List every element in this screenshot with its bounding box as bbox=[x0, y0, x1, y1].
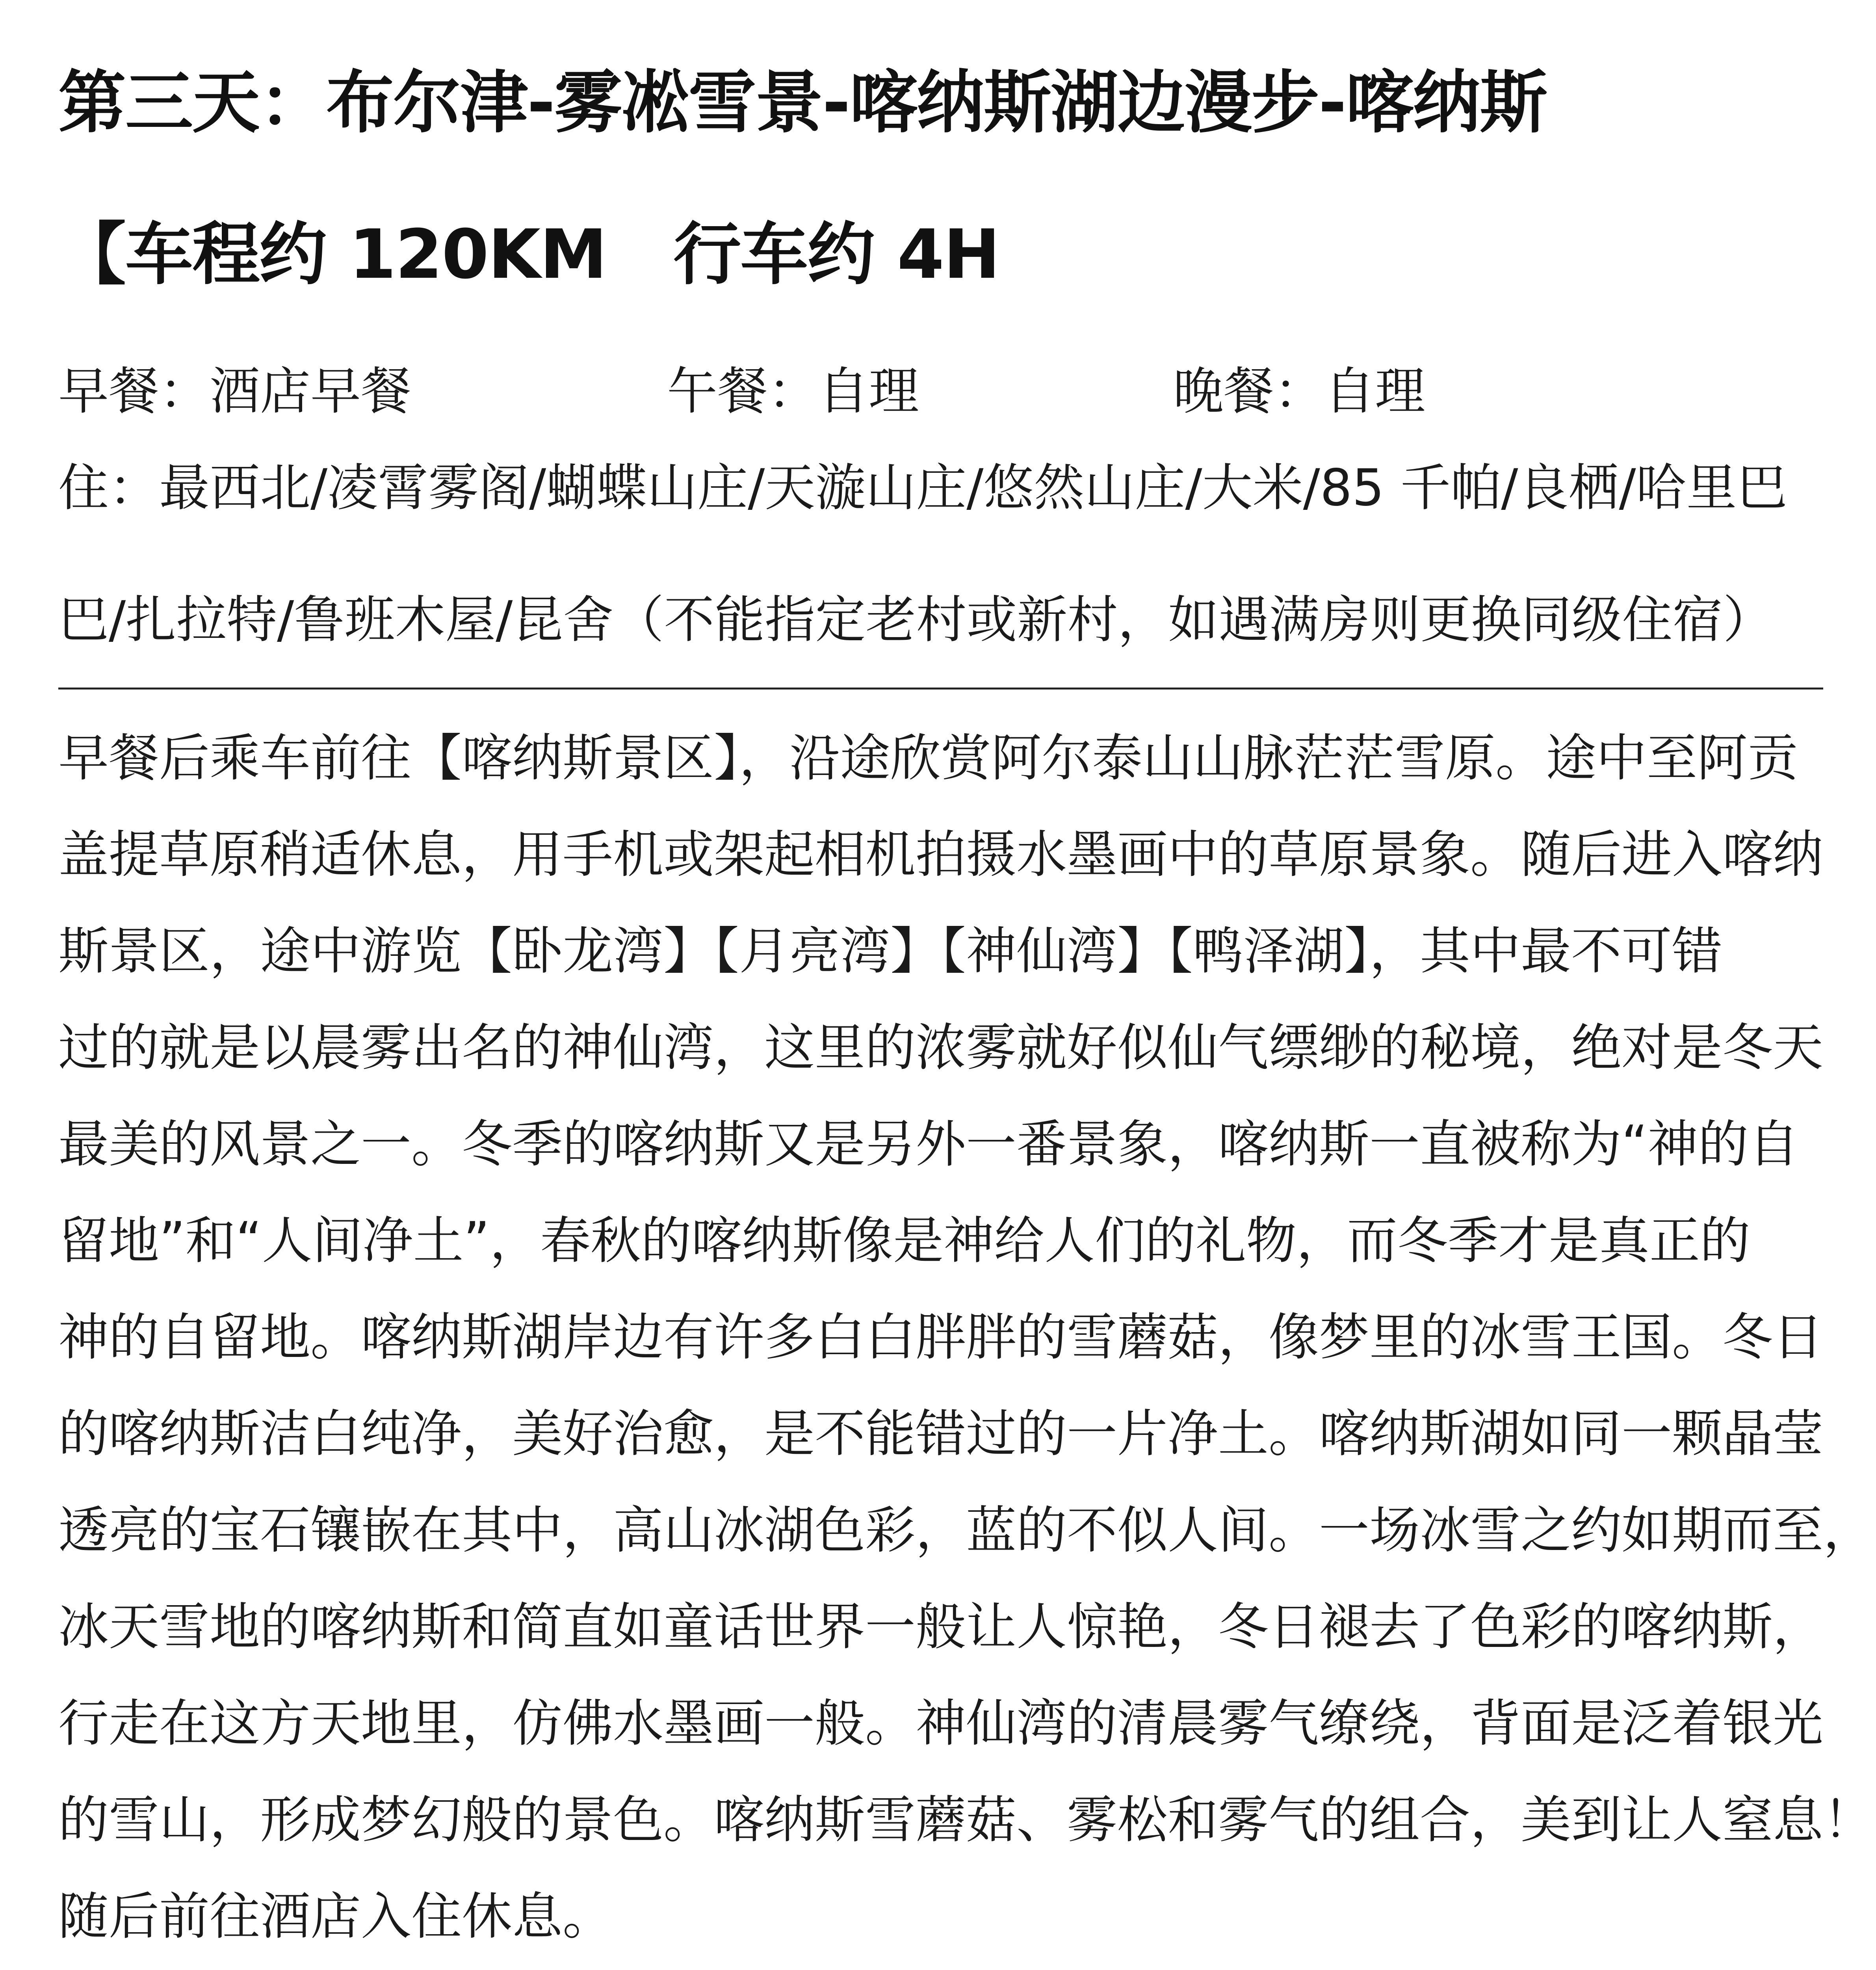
lunch-info: 午餐：自理 bbox=[667, 362, 919, 421]
breakfast-info: 早餐：酒店早餐 bbox=[58, 362, 412, 421]
description-line: 冰天雪地的喀纳斯和简直如童话世界一般让人惊艳，冬日褪去了色彩的喀纳斯， bbox=[58, 1598, 1824, 1656]
description-line: 的喀纳斯洁白纯净，美好治愈，是不能错过的一片净土。喀纳斯湖如同一颗晶莹 bbox=[58, 1405, 1824, 1463]
description-line: 最美的风景之一。冬季的喀纳斯又是另外一番景象，喀纳斯一直被称为“神的自 bbox=[58, 1115, 1799, 1174]
description-line: 随后前往酒店入住休息。 bbox=[58, 1887, 613, 1946]
description-line: 斯景区，途中游览【卧龙湾】【月亮湾】【神仙湾】【鸭泽湖】，其中最不可错 bbox=[58, 922, 1723, 981]
meals-row bbox=[58, 351, 1823, 421]
description-line: 早餐后乘车前往【喀纳斯景区】，沿途欣赏阿尔泰山山脉茫茫雪原。途中至阿贡 bbox=[58, 729, 1798, 788]
day-title: 第三天：布尔津-雾凇雪景-喀纳斯湖边漫步-喀纳斯 bbox=[58, 63, 1547, 142]
description-line: 透亮的宝石镶嵌在其中，高山冰湖色彩，蓝的不似人间。一场冰雪之约如期而至， bbox=[58, 1501, 1874, 1560]
dinner-info: 晚餐：自理 bbox=[1173, 362, 1426, 421]
accommodation-line-1: 住：最西北/凌霄雾阁/蝴蝶山庄/天漩山庄/悠然山庄/大米/85 千帕/良栖/哈里巴 bbox=[58, 459, 1787, 517]
section-divider bbox=[58, 688, 1823, 690]
description-line: 行走在这方天地里，仿佛水墨画一般。神仙湾的清晨雾气缭绕，背面是泛着银光 bbox=[58, 1694, 1824, 1753]
accommodation-line-2: 巴/扎拉特/鲁班木屋/昆舍（不能指定老村或新村，如遇满房则更换同级住宿） bbox=[58, 591, 1774, 649]
description-line: 的雪山，形成梦幻般的景色。喀纳斯雪蘑菇、雾松和雾气的组合，美到让人窒息！ bbox=[58, 1791, 1874, 1849]
description-paragraph bbox=[58, 710, 1874, 1965]
description-line: 留地”和“人间净土”，春秋的喀纳斯像是神给人们的礼物，而冬季才是真正的 bbox=[58, 1212, 1750, 1270]
day-subtitle: 【车程约 120KM 行车约 4H bbox=[58, 215, 999, 294]
description-line: 神的自留地。喀纳斯湖岸边有许多白白胖胖的雪蘑菇，像梦里的冰雪王国。冬日 bbox=[58, 1308, 1824, 1367]
description-line: 盖提草原稍适休息，用手机或架起相机拍摄水墨画中的草原景象。随后进入喀纳 bbox=[58, 825, 1824, 884]
description-line: 过的就是以晨雾出名的神仙湾，这里的浓雾就好似仙气缥缈的秘境，绝对是冬天 bbox=[58, 1018, 1824, 1077]
